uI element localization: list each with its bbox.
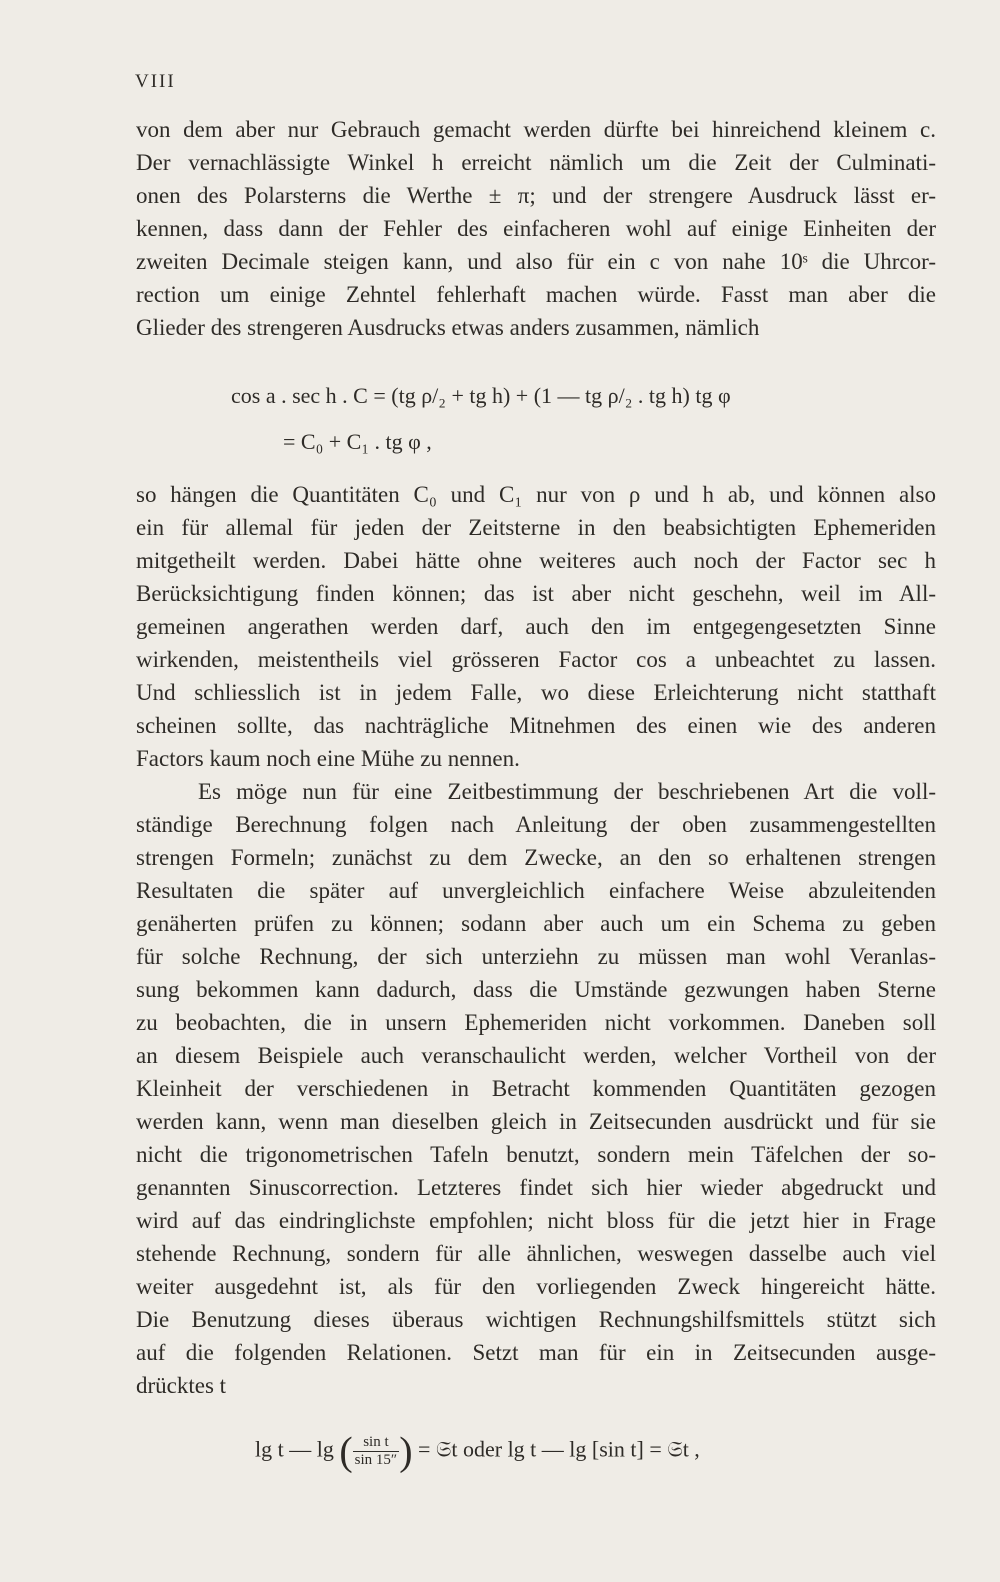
text-line: scheinen sollte, das nachträgliche Mitnehmen des einen wie des anderen bbox=[136, 713, 936, 738]
text-line: onen des Polarsterns die Werthe ± π; und der strengere Ausdruck lässt er- bbox=[136, 183, 936, 208]
close-paren: ) bbox=[399, 1428, 413, 1474]
text-line: so hängen die Quantitäten C₀ und C₁ nur von ρ und h ab, und können also bbox=[136, 482, 936, 507]
text-line: Glieder des strengeren Ausdrucks etwas anders zusammen, nämlich bbox=[136, 315, 760, 340]
fraction bbox=[353, 1434, 400, 1469]
formula-sinus-correction bbox=[255, 1428, 700, 1474]
text-line: von dem aber nur Gebrauch gemacht werden dürfte bei hinreichend kleinem c. bbox=[136, 117, 936, 142]
formula-left: lg t — lg bbox=[255, 1436, 334, 1462]
text-line: ein für allemal für jeden der Zeitsterne in den beabsichtigten Ephemeriden bbox=[136, 515, 936, 540]
text-line: strengen Formeln; zunächst zu dem Zwecke, an den so erhaltenen strengen bbox=[136, 845, 936, 870]
text-line: zweiten Decimale steigen kann, und also für ein c von nahe 10ˢ die Uhrcor- bbox=[136, 249, 936, 274]
text-line: nicht die trigonometrischen Tafeln benutzt, sondern mein Täfelchen der so- bbox=[136, 1142, 936, 1167]
text-line: Kleinheit der verschiedenen in Betracht kommenden Quantitäten gezogen bbox=[136, 1076, 936, 1101]
text-line: an diesem Beispiele auch veranschaulicht werden, welcher Vortheil von der bbox=[136, 1043, 936, 1068]
text-line: weiter ausgedehnt ist, als für den vorliegenden Zweck hingereicht hätte. bbox=[136, 1274, 936, 1299]
text-line: Der vernachlässigte Winkel h erreicht nämlich um die Zeit der Culminati- bbox=[136, 150, 936, 175]
page-number: VIII bbox=[135, 71, 176, 92]
fraction-numerator: sin t bbox=[353, 1434, 400, 1452]
text-line: werden kann, wenn man dieselben gleich in Zeitsecunden ausdrückt und für sie bbox=[136, 1109, 936, 1134]
paragraph-2 bbox=[136, 478, 936, 1402]
text-line: Berücksichtigung finden können; das ist aber nicht geschehn, weil im All- bbox=[136, 581, 936, 606]
text-line: ständige Berechnung folgen nach Anleitung der oben zusammengestellten bbox=[136, 812, 936, 837]
text-line: rection um einige Zehntel fehlerhaft machen würde. Fasst man aber die bbox=[136, 282, 936, 307]
text-line: Die Benutzung dieses überaus wichtigen Rechnungshilfsmittels stützt sich bbox=[136, 1307, 936, 1332]
text-line: genannten Sinuscorrection. Letzteres findet sich hier wieder abgedruckt und bbox=[136, 1175, 936, 1200]
text-line: zu beobachten, die in unsern Ephemeriden nicht vorkommen. Daneben soll bbox=[136, 1010, 936, 1035]
text-line: drücktes t bbox=[136, 1373, 227, 1398]
text-line: mitgetheilt werden. Dabei hätte ohne weiteres auch noch der Factor sec h bbox=[136, 548, 936, 573]
text-line: gemeinen angerathen werden darf, auch den im entgegengesetzten Sinne bbox=[136, 614, 936, 639]
text-line: kennen, dass dann der Fehler des einfacheren wohl auf einige Einheiten der bbox=[136, 216, 936, 241]
text-line: wird auf das eindringlichste empfohlen; nicht bloss für die jetzt hier in Frage bbox=[136, 1208, 936, 1233]
text-line: Und schliesslich ist in jedem Falle, wo diese Erleichterung nicht statthaft bbox=[136, 680, 936, 705]
text-line: genäherten prüfen zu können; sodann aber auch um ein Schema zu geben bbox=[136, 911, 936, 936]
formula-c0-c1: = C₀ + C₁ . tg φ , bbox=[283, 429, 432, 454]
formula-right: = 𝔖t oder lg t — lg [sin t] = 𝔖t , bbox=[418, 1436, 700, 1462]
formula-cos-a-sec-h: cos a . sec h . C = (tg ρ/₂ + tg h) + (1 — tg ρ/₂ . tg h) tg φ bbox=[231, 383, 731, 408]
text-line: stehende Rechnung, sondern für alle ähnlichen, weswegen dasselbe auch viel bbox=[136, 1241, 936, 1266]
text-line: Factors kaum noch eine Mühe zu nennen. bbox=[136, 746, 520, 771]
fraction-denominator: sin 15″ bbox=[354, 1452, 398, 1468]
text-line: sung bekommen kann dadurch, dass die Umstände gezwungen haben Sterne bbox=[136, 977, 936, 1002]
open-paren: ( bbox=[339, 1428, 353, 1474]
text-line: Es möge nun für eine Zeitbestimmung der beschriebenen Art die voll- bbox=[198, 779, 936, 804]
text-line: Resultaten die später auf unvergleichlich einfachere Weise abzuleitenden bbox=[136, 878, 936, 903]
text-line: für solche Rechnung, der sich unterziehn zu müssen man wohl Veranlas- bbox=[136, 944, 936, 969]
text-line: wirkenden, meistentheils viel grösseren Factor cos a unbeachtet zu lassen. bbox=[136, 647, 936, 672]
paragraph-1 bbox=[136, 113, 936, 344]
text-line: auf die folgenden Relationen. Setzt man für ein in Zeitsecunden ausge- bbox=[136, 1340, 936, 1365]
